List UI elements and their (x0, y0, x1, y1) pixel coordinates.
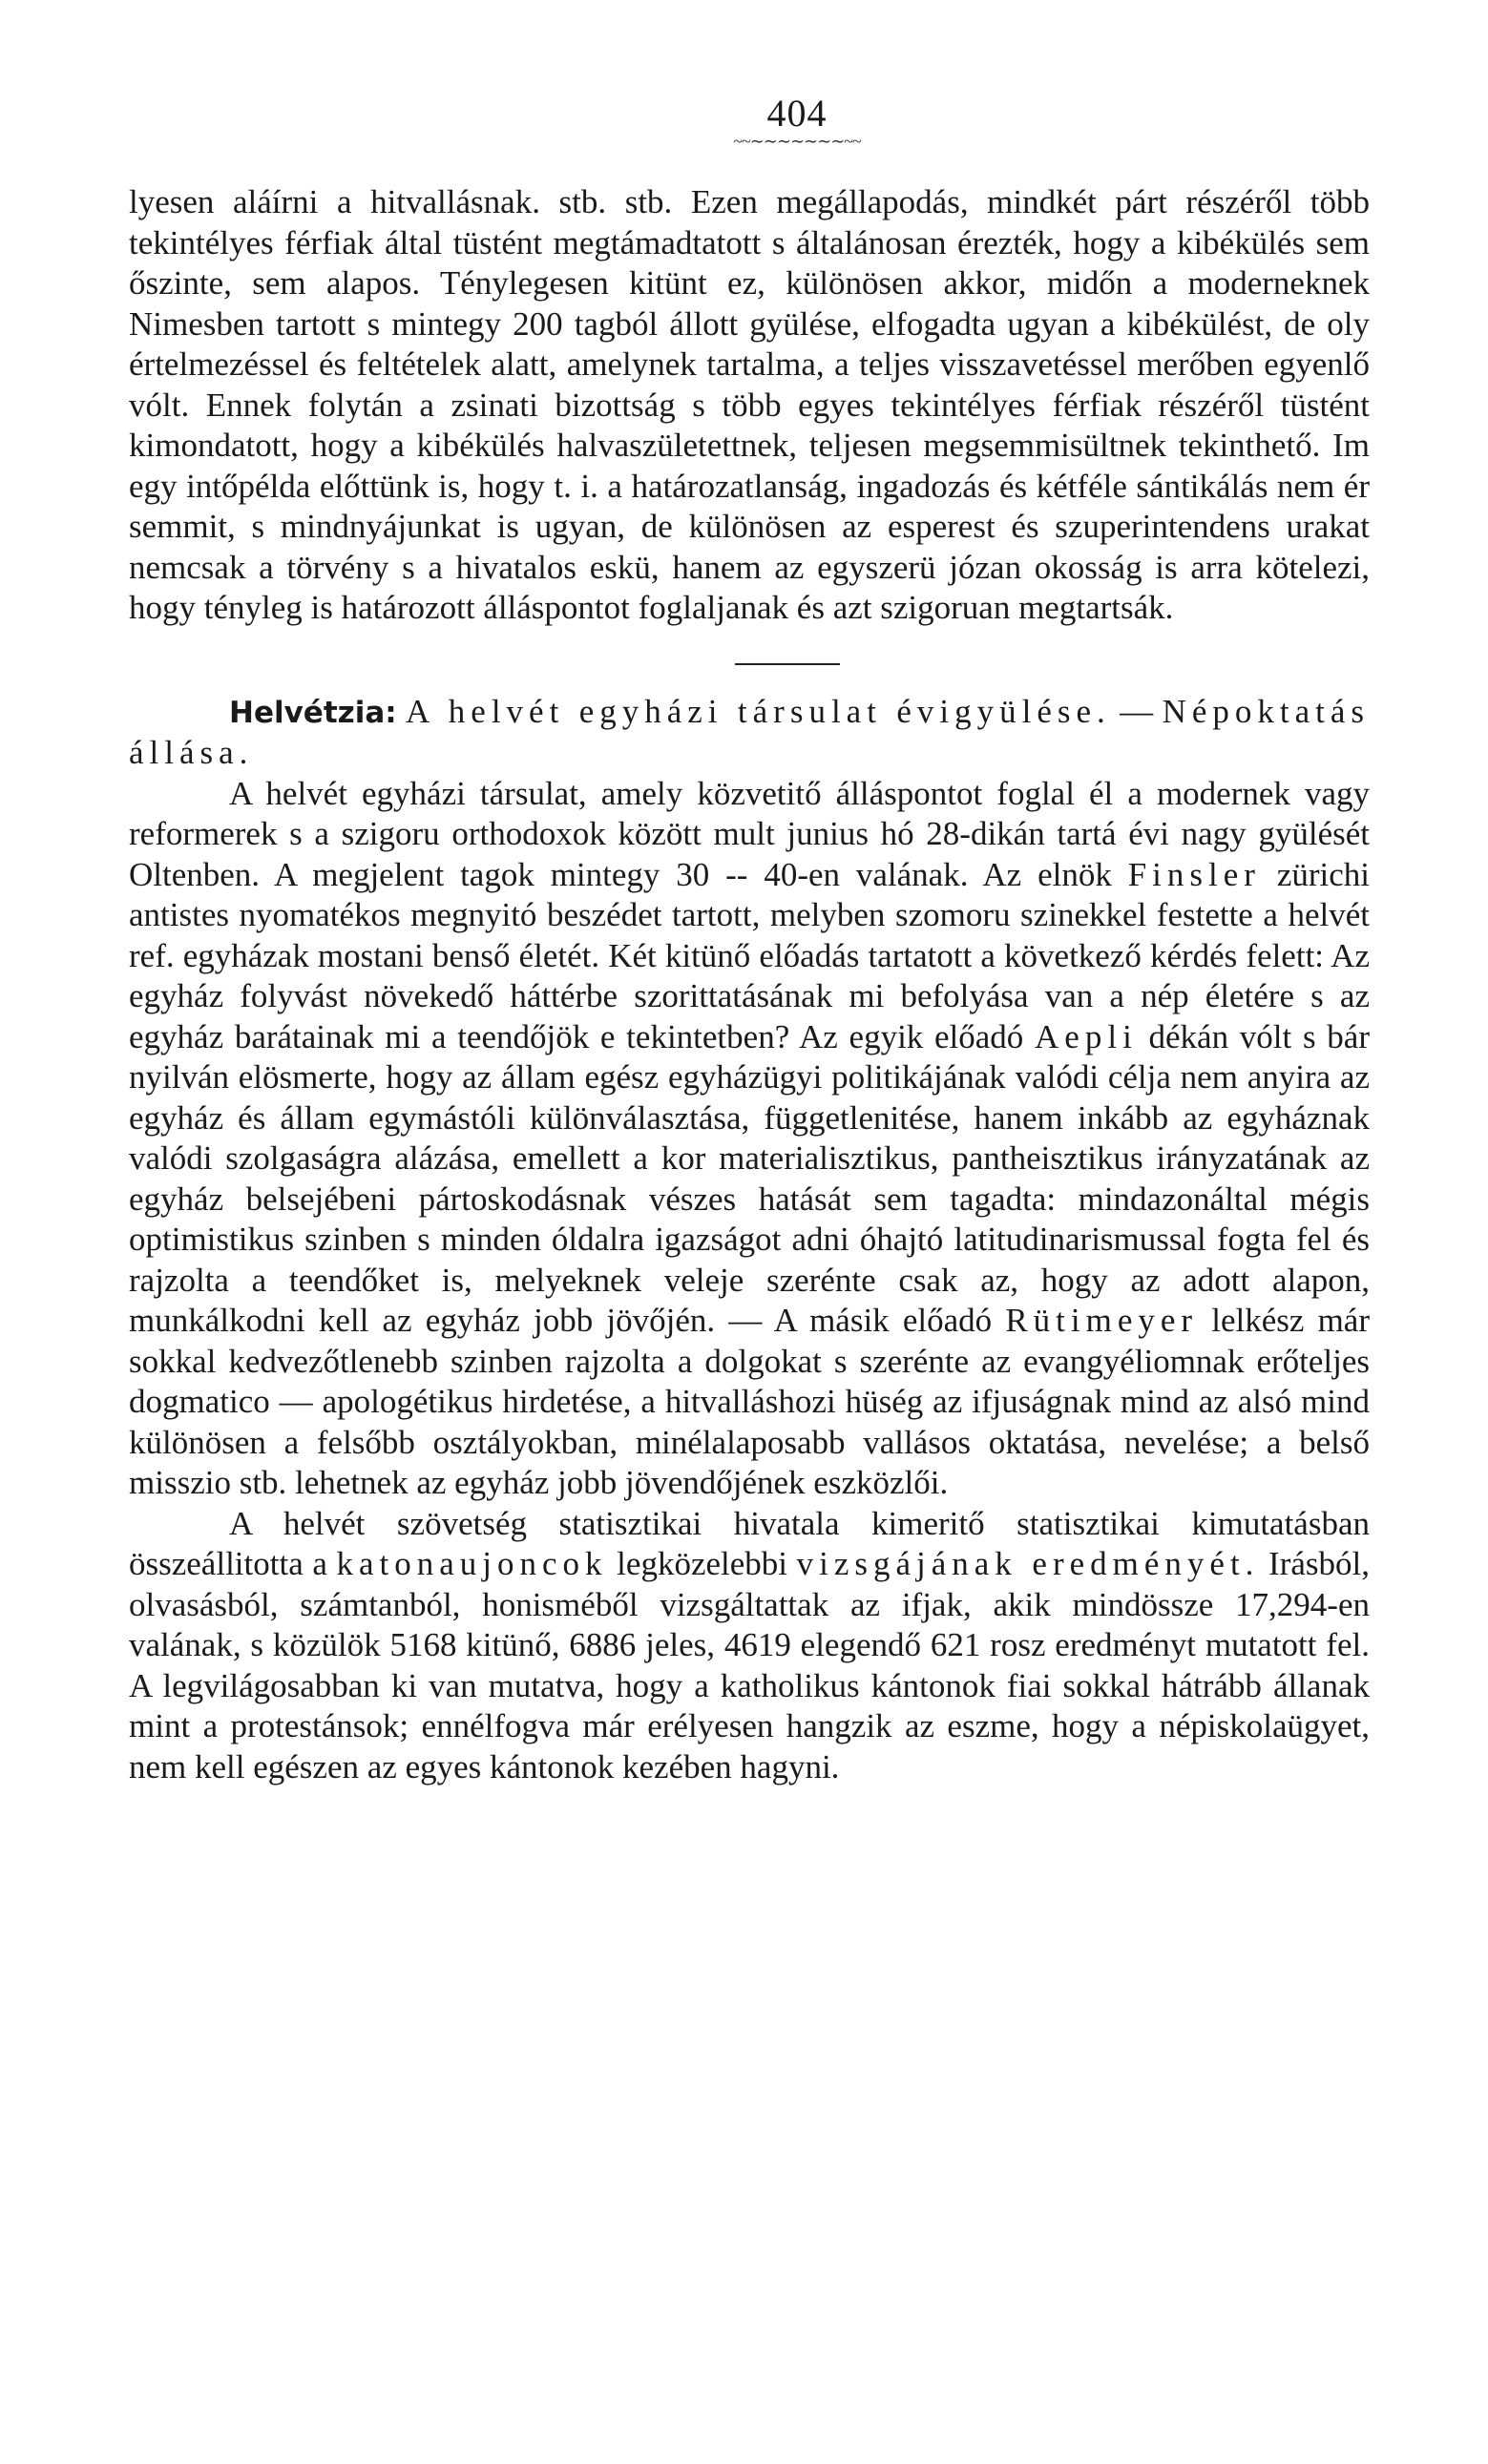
spaced-term-vizsga: vizsgájának eredményét. (796, 1545, 1260, 1582)
person-name-aepli: Aepli (1035, 1017, 1138, 1055)
paragraph-3 (129, 1504, 1370, 1788)
paragraph-2 (129, 774, 1370, 1504)
spaced-term-katonaujoncok: katonaujoncok (336, 1545, 608, 1582)
person-name-rutimeyer: Rütimeyer (1005, 1302, 1199, 1339)
paragraph-2-text-4: lelkész már sokkal kedvezőtlenebb szinben rajzolta a dolgokat s szerénte az evangyéliomnak erőteljes dogmatico — apologétikus hirdetése, a hitvalláshozi hüség az ifjuságnak mind az alsó mind különösen a felsőbb osztályokban, minélalaposabb vallásos oktatása, nevelése; a belső misszio stb. lehetnek az egyház jobb jövendőjének eszközlői. (129, 1302, 1370, 1501)
page-number: 404 (766, 92, 828, 135)
paragraph-2-text-2: zürichi antistes nyomatékos megnyitó beszédet tartott, melyben szomoru szinekkel festette a helvét ref. egyházak mostani benső életét. Két kitünő előadás tartatott a következő kérdés felett: Az egyház folyvást növekedő háttérbe szorittatásának mi befolyása van a nép életére s az egyház barátainak mi a teendőjök e tekintetben? Az egyik előadó (129, 855, 1370, 1055)
paragraph-2-text-3: dékán vólt s bár nyilván elösmerte, hogy az állam egész egyházügyi politikájának valódi célja nem anyira az egyház és állam egymástóli különválasztása, függetlenitése, hanem inkább az egyháznak valódi szolgaságra alázása, emellett a kor materialisztikus, pantheisztikus irányzatának az egyház belsejébeni pártoskodásnak vészes hatását sem tagadta: mindazonáltal mégis optimistikus szinben s minden óldalra igazságot adni óhajtó latitudinarismussal fogta fel és rajzolta a teendőket is, melyeknek veleje szerénte csak az, hogy az adott alapon, munkálkodni kell az egyház jobb jövőjén. — A másik előadó (129, 1017, 1370, 1339)
paragraph-2-text-1: A helvét egyházi társulat, amely közvetitő álláspontot foglal él a modernek vagy reformerek s a szigoru orthodoxok között mult junius hó 28-dikán tartá évi nagy gyülését Oltenben. A megjelent tagok mintegy 30 -- 40-en valának. Az elnök (129, 774, 1370, 893)
section-title-part1: A helvét egyházi társulat évigyülése. (406, 692, 1111, 730)
section-label: Helvétzia: (229, 695, 397, 730)
document-page (129, 91, 1370, 1787)
paragraph-3-text-3: Irásból, olvasásból, számtanból, honisméből vizsgáltattak az ifjak, akik mindössze 17,294-en valának, s közülök 5168 kitünő, 6886 jeles, 4619 elegendő 621 rosz eredményt mutatott fel. A legvilágosabban ki van mutatva, hogy a katholikus kántonok fiai sokkal hátrább állanak mint a protestánsok; ennélfogva már erélyesen hangzik az eszme, hogy a népiskolaügyet, nem kell egészen az egyes kántonok kezében hagyni. (129, 1545, 1370, 1785)
section-heading (129, 692, 1370, 774)
paragraph-3-text-2: legközelebbi (607, 1545, 797, 1582)
section-dash: — (1110, 692, 1163, 730)
section-title-part2: Népoktatás állása. (129, 692, 1371, 771)
person-name-finsler: Finsler (1127, 855, 1261, 893)
paragraph-3-text-1: A helvét szövetség statisztikai hivatala kimeritő statisztikai kimutatásban összeállitotta a (129, 1504, 1370, 1582)
ornament-divider: ~~∼∼∼∼∼∼∼~~ (733, 132, 861, 151)
section-rule (735, 663, 840, 665)
paragraph-1: lyesen aláírni a hitvallásnak. stb. stb. Ezen megállapodás, mindkét párt részéről több tekintélyes férfiak által tüstént megtámadtatott s általánosan érezték, hogy a kibékülés sem őszinte, sem alapos. Ténylegesen kitünt ez, különösen akkor, midőn a moderneknek Nimesben tartott s mintegy 200 tagból állott gyülése, elfogadta ugyan a kibékülést, de oly értelmezéssel és feltételek alatt, amelynek tartalma, a teljes visszavetéssel merőben egyenlő vólt. Ennek folytán a zsinati bizottság s több egyes tekintélyes férfiak részéről tüstént kimondatott, hogy a kibékülés halvaszületettnek, teljesen megsemmisültnek tekinthető. Im egy intőpélda előttünk is, hogy t. i. a határozatlanság, ingadozás és kétféle sántikálás nem ér semmit, s mindnyájunkat is ugyan, de különösen az esperest és szuperintendens urakat nemcsak a törvény s a hivatalos eskü, hanem az egyszerü józan okosság is arra kötelezi, hogy tényleg is határozott álláspontot foglaljanak és azt szigoruan megtartsák. (129, 183, 1370, 626)
